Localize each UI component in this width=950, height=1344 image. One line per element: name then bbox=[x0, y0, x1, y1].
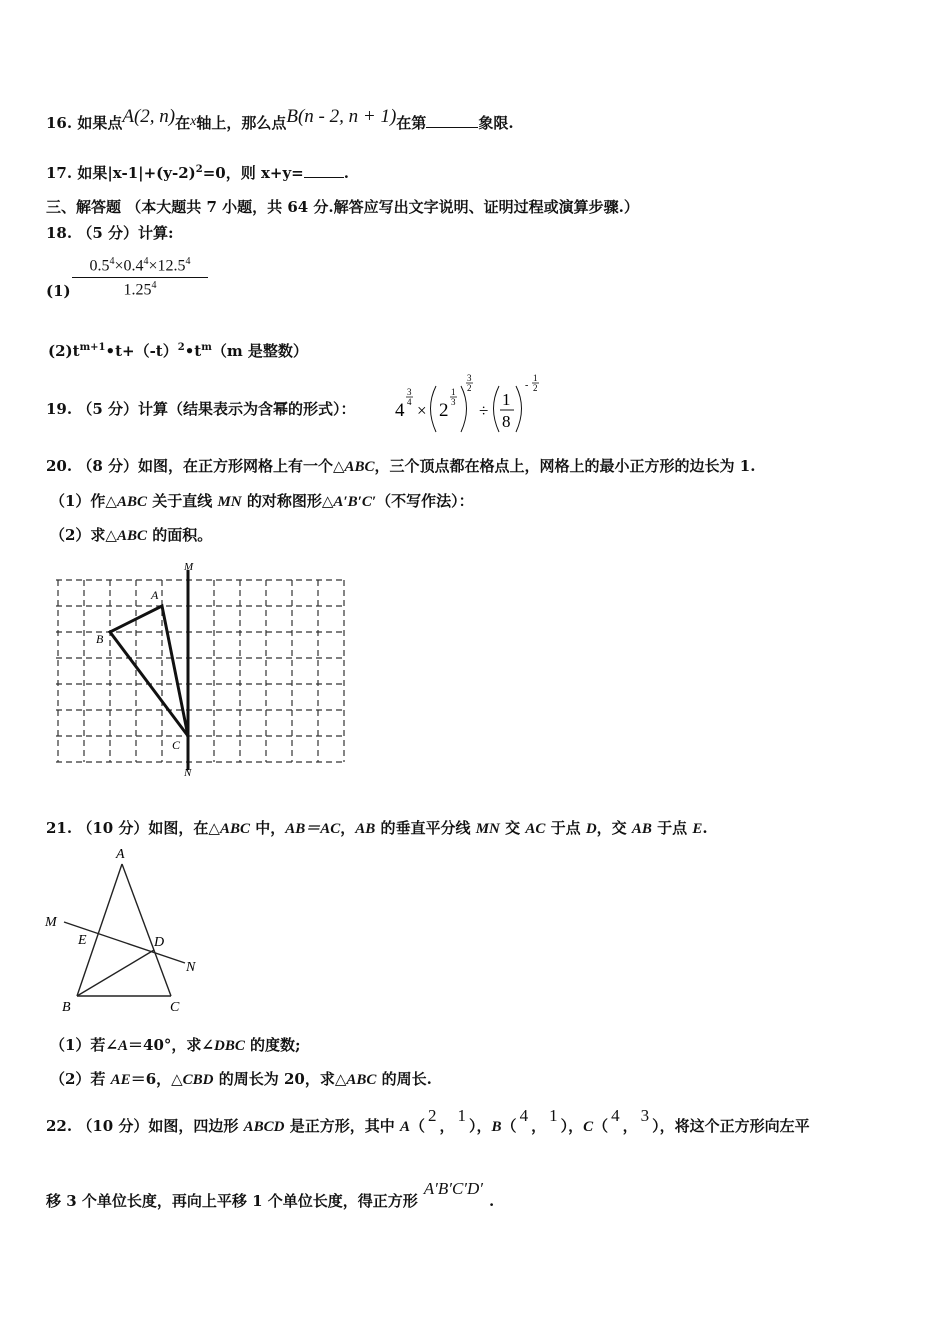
q20-grid-figure bbox=[50, 560, 355, 782]
q20-part1: （1）作△ABC 关于直线 MN 的对称图形△A′B′C′（不写作法）： bbox=[50, 492, 474, 510]
svg-text:8: 8 bbox=[502, 412, 511, 431]
label-d: D bbox=[154, 935, 165, 950]
label-a: A bbox=[151, 588, 159, 602]
label-a: A bbox=[116, 847, 125, 862]
q19-expression bbox=[392, 372, 552, 438]
question-20-head: 20. （8 分）如图，在正方形网格上有一个△ABC，三个顶点都在格点上，网格上的最小正方形的边长为 1. bbox=[46, 457, 756, 475]
q21-triangle-figure bbox=[40, 842, 220, 1022]
q17-text-3: . bbox=[343, 164, 349, 182]
side-ac bbox=[122, 864, 171, 996]
label-b: B bbox=[96, 632, 104, 646]
label-n: N bbox=[184, 767, 192, 779]
q17-text-1: 如果|x-1|+(y-2) bbox=[77, 164, 196, 182]
svg-text:2: 2 bbox=[467, 383, 472, 393]
q18-fraction bbox=[72, 256, 208, 300]
svg-text:1: 1 bbox=[533, 373, 538, 383]
question-22-line1: 22. （10 分）如图，四边形 ABCD 是正方形，其中 A（2，1），B（4，1），C（4，3），将这个正方形向左平 bbox=[46, 1106, 810, 1135]
question-19: 19. （5 分）计算（结果表示为含幂的形式）： bbox=[46, 400, 356, 418]
question-18-head: 18. （5 分）计算: bbox=[46, 224, 174, 242]
q17-exponent: 2 bbox=[195, 164, 203, 175]
label-m: M bbox=[45, 915, 57, 930]
q16-text-5: 象限. bbox=[478, 114, 514, 132]
fraction-numerator: $0.5^4\times 0.4^4\times 12.5^4$ bbox=[72, 256, 208, 278]
point-b-expression: B(n - 2, n + 1) bbox=[286, 106, 397, 127]
q18-part1-label: (1) bbox=[46, 282, 71, 300]
triangle-abc bbox=[110, 606, 188, 736]
x-variable: x bbox=[190, 114, 197, 129]
segment-bd bbox=[77, 950, 154, 996]
answer-blank[interactable] bbox=[426, 127, 478, 128]
svg-text:1: 1 bbox=[451, 387, 456, 397]
q16-text-3: 轴上，那么点 bbox=[196, 114, 287, 132]
q16-text-4: 在第 bbox=[396, 114, 427, 132]
svg-text:-: - bbox=[525, 380, 529, 391]
q21-part1: （1）若∠A＝40°，求∠DBC 的度数; bbox=[50, 1036, 301, 1054]
base-4: 4 bbox=[395, 400, 405, 421]
label-m: M bbox=[184, 561, 194, 573]
q16-text-2: 在 bbox=[175, 114, 191, 132]
svg-text:3: 3 bbox=[451, 397, 456, 407]
question-22-line2: 移 3 个单位长度，再向上平移 1 个单位长度，得正方形A′B′C′D′. bbox=[46, 1179, 495, 1210]
label-c: C bbox=[172, 738, 181, 752]
answer-blank[interactable] bbox=[304, 177, 344, 178]
question-16 bbox=[46, 106, 514, 134]
svg-text:3: 3 bbox=[407, 387, 412, 397]
side-ab bbox=[77, 864, 122, 996]
base-2: 2 bbox=[439, 400, 449, 421]
square-prime-label: A′B′C′D′ bbox=[423, 1179, 484, 1198]
section-heading: 三、解答题 （本大题共 7 小题，共 64 分.解答应写出文字说明、证明过程或演算步骤.） bbox=[46, 198, 639, 216]
fraction-denominator: 1.25$^4$ bbox=[123, 280, 157, 299]
point-a-expression: A(2, n) bbox=[122, 106, 176, 127]
q18-part2: $(2)t^{m+1}•t+(-t)^2•t^m(m$ 是整数） bbox=[48, 342, 308, 360]
q20-part2: （2）求△ABC 的面积。 bbox=[50, 526, 213, 544]
label-c: C bbox=[170, 1000, 180, 1015]
q17-text-2: =0，则 x+y= bbox=[202, 164, 304, 182]
grid-lines bbox=[56, 580, 346, 762]
question-17 bbox=[46, 162, 349, 183]
svg-text:2: 2 bbox=[533, 383, 538, 393]
question-number: 16. bbox=[46, 114, 73, 132]
divide-sign: ÷ bbox=[479, 401, 489, 420]
question-21-head: 21. （10 分）如图，在△ABC 中，AB＝AC，AB 的垂直平分线 MN 交 AC 于点 D，交 AB 于点 E. bbox=[46, 819, 708, 837]
svg-text:1: 1 bbox=[502, 390, 511, 409]
svg-text:3: 3 bbox=[467, 373, 472, 383]
svg-text:4: 4 bbox=[407, 397, 412, 407]
label-b: B bbox=[62, 1000, 71, 1015]
q16-text-1: 如果点 bbox=[77, 114, 123, 132]
times-sign: × bbox=[417, 401, 427, 420]
label-e: E bbox=[78, 933, 87, 948]
label-n: N bbox=[186, 960, 196, 975]
question-number: 17. bbox=[46, 164, 73, 182]
q21-part2: （2）若 AE＝6，△CBD 的周长为 20，求△ABC 的周长. bbox=[50, 1070, 432, 1088]
